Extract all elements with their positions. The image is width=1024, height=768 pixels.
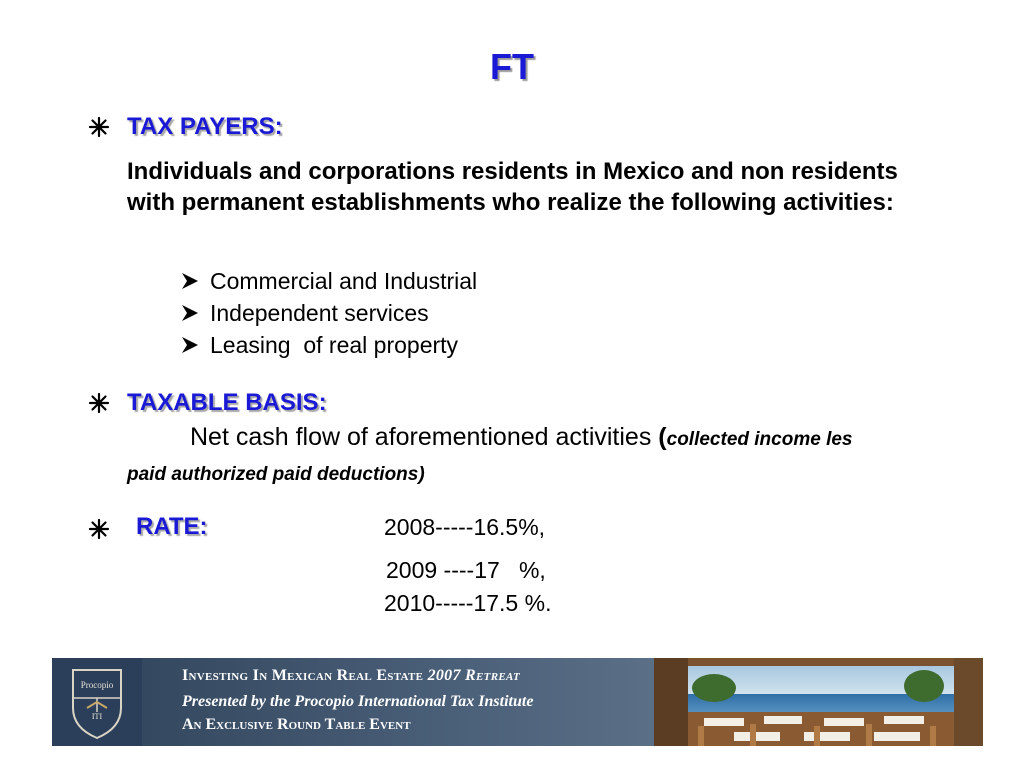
slide-title: FT — [490, 46, 534, 87]
banner-text-panel — [142, 658, 654, 746]
arrow-bullet-icon — [180, 271, 200, 291]
rate-value-2008: 2008-----16.5%, — [384, 514, 546, 540]
list-item — [180, 265, 477, 297]
activities-list — [180, 265, 477, 361]
activity-label: Independent services — [210, 299, 429, 326]
activity-label: Leasing of real property — [210, 331, 459, 358]
basis-note-line2: paid authorized paid deductions) — [127, 464, 425, 485]
tax-payers-heading: TAX PAYERS: — [127, 113, 283, 140]
asterisk-bullet-icon — [88, 518, 110, 540]
tax-payers-description: Individuals and corporations residents in Mexico and non residents with permanent establishments who realize the following activities: — [127, 158, 898, 216]
arrow-bullet-icon — [180, 303, 200, 323]
banner-line-1-text: Investing In Mexican Real Estate — [182, 667, 424, 684]
list-item — [180, 329, 477, 361]
banner-line-1-year: 2007 Retreat — [427, 667, 521, 684]
basis-main-text: Net cash flow of aforementioned activities — [190, 423, 652, 451]
asterisk-bullet-icon — [88, 392, 110, 414]
footer-banner — [52, 658, 983, 746]
taxable-basis-heading: TAXABLE BASIS: — [127, 389, 327, 416]
banner-line-2: Presented by the Procopio International Tax Institute — [182, 693, 534, 710]
rate-heading: RATE: — [136, 513, 208, 540]
taxable-basis-text — [190, 423, 852, 452]
resort-photo — [654, 658, 983, 746]
shield-logo-icon — [67, 662, 127, 742]
arrow-bullet-icon — [180, 335, 200, 355]
logo-bottom-text: ITI — [91, 712, 103, 721]
procopio-logo — [52, 658, 142, 746]
basis-note-line1: collected income les — [666, 429, 853, 450]
asterisk-bullet-icon — [88, 116, 110, 138]
resort-terrace-image — [654, 658, 983, 746]
banner-line-3: An Exclusive Round Table Event — [182, 716, 411, 733]
basis-open-paren: ( — [658, 423, 667, 451]
banner-line-1 — [182, 667, 520, 685]
rate-value-2010: 2010-----17.5 %. — [384, 590, 552, 616]
rate-value-2009: 2009 ----17 %, — [386, 557, 546, 583]
list-item — [180, 297, 477, 329]
logo-top-text: Procopio — [80, 680, 114, 690]
activity-label: Commercial and Industrial — [210, 267, 478, 294]
